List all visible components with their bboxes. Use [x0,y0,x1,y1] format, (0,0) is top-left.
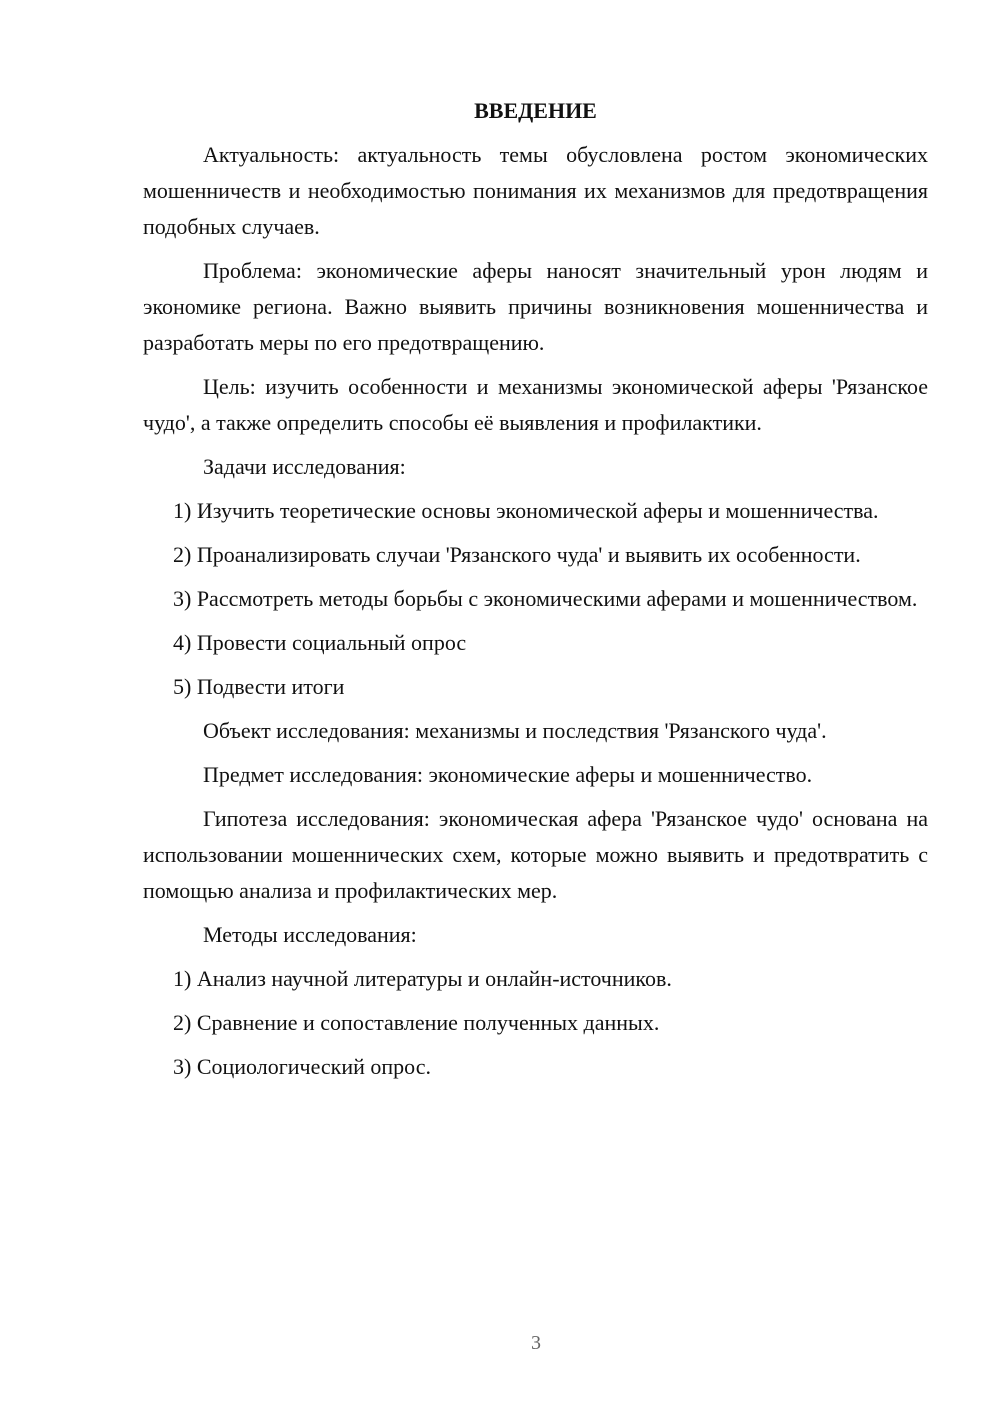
section-heading: ВВЕДЕНИЕ [474,98,597,123]
page-number: 3 [531,1332,541,1354]
task-item: 1) Изучить теоретические основы экономической аферы и мошенничества. [173,498,879,523]
tasks-label: Задачи исследования: [203,454,406,479]
method-item: 2) Сравнение и сопоставление полученных данных. [173,1010,660,1035]
hypothesis-paragraph: Гипотеза исследования: экономическая афера 'Рязанское чудо' основана на использовании мошеннических схем, которые можно выявить и предотвратить с помощью анализа и профилактических мер. [143,806,928,903]
object-paragraph: Объект исследования: механизмы и последствия 'Рязанского чуда'. [203,718,827,743]
task-item: 2) Проанализировать случаи 'Рязанского чуда' и выявить их особенности. [173,542,861,567]
problem-paragraph: Проблема: экономические аферы наносят значительный урон людям и экономике региона. Важно выявить причины возникновения мошенничества и разработать меры по его предотвращению. [143,258,928,355]
document-body [143,93,928,1093]
task-item: 3) Рассмотреть методы борьбы с экономическими аферами и мошенничеством. [173,586,918,611]
subject-paragraph: Предмет исследования: экономические аферы и мошенничество. [203,762,813,787]
methods-label: Методы исследования: [203,922,417,947]
method-item: 1) Анализ научной литературы и онлайн-источников. [173,966,672,991]
goal-paragraph: Цель: изучить особенности и механизмы экономической аферы 'Рязанское чудо', а также определить способы её выявления и профилактики. [143,374,928,435]
task-item: 4) Провести социальный опрос [173,630,467,655]
task-item: 5) Подвести итоги [173,674,345,699]
relevance-paragraph: Актуальность: актуальность темы обусловлена ростом экономических мошенничеств и необходимостью понимания их механизмов для предотвращения подобных случаев. [143,142,928,239]
method-item: 3) Социологический опрос. [173,1054,431,1079]
